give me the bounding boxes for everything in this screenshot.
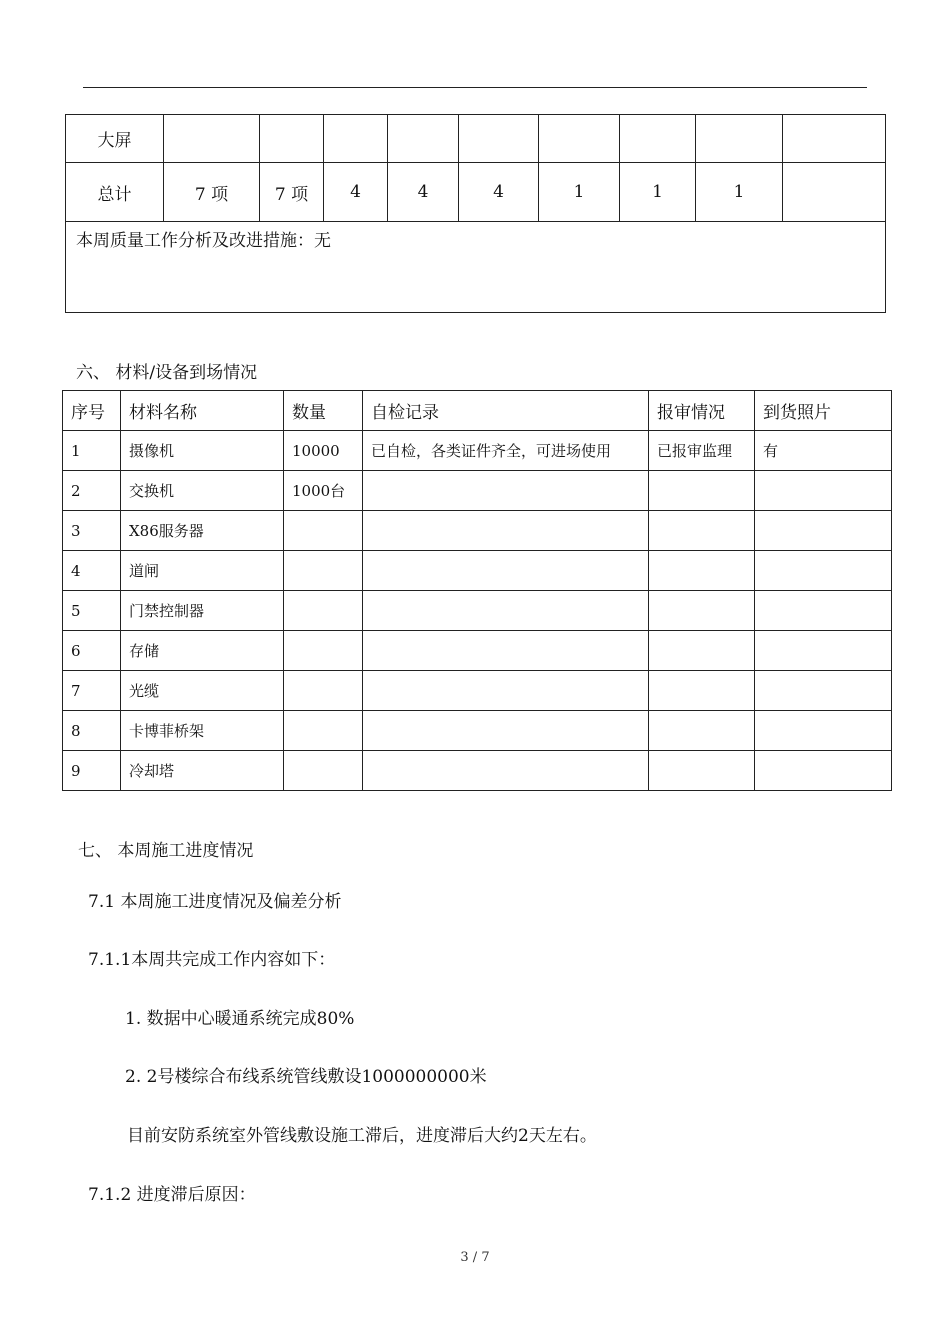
quality-analysis: 本周质量工作分析及改进措施：无	[66, 222, 886, 313]
materials-cell: 道闸	[121, 551, 284, 591]
materials-cell: 1	[63, 431, 121, 471]
materials-cell	[284, 551, 363, 591]
materials-cell	[755, 471, 892, 511]
materials-cell	[363, 511, 649, 551]
cell: 4	[324, 163, 388, 222]
materials-cell: 交换机	[121, 471, 284, 511]
materials-cell	[363, 751, 649, 791]
section7-title: 七、 本周施工进度情况	[78, 841, 254, 861]
cell	[260, 115, 324, 163]
materials-cell	[363, 471, 649, 511]
cell	[459, 115, 539, 163]
materials-cell	[649, 671, 755, 711]
cell	[783, 163, 886, 222]
materials-cell: 有	[755, 431, 892, 471]
materials-cell	[649, 711, 755, 751]
materials-cell	[755, 511, 892, 551]
subsection-7-1-1: 7.1.1本周共完成工作内容如下：	[88, 950, 336, 970]
cell: 4	[459, 163, 539, 222]
materials-cell: 1000台	[284, 471, 363, 511]
header-cell: 材料名称	[121, 391, 284, 431]
subsection-7-1: 7.1 本周施工进度情况及偏差分析	[88, 892, 342, 912]
work-item-1: 1. 数据中心暖通系统完成80%	[125, 1009, 355, 1029]
materials-cell: 冷却塔	[121, 751, 284, 791]
materials-cell: 已自检，各类证件齐全，可进场使用	[363, 431, 649, 471]
materials-cell: 5	[63, 591, 121, 631]
materials-cell	[649, 631, 755, 671]
header-cell: 到货照片	[755, 391, 892, 431]
materials-cell	[755, 591, 892, 631]
materials-cell: 9	[63, 751, 121, 791]
materials-cell: X86服务器	[121, 511, 284, 551]
materials-row	[63, 631, 892, 671]
materials-body	[63, 431, 892, 791]
materials-cell: 10000	[284, 431, 363, 471]
cell	[539, 115, 620, 163]
quality-row-total	[66, 163, 886, 222]
materials-cell	[284, 751, 363, 791]
subsection-7-1-2: 7.1.2 进度滞后原因：	[88, 1185, 256, 1205]
header-rule	[83, 87, 867, 88]
cell	[783, 115, 886, 163]
materials-cell: 7	[63, 671, 121, 711]
materials-row	[63, 711, 892, 751]
materials-header-row	[63, 391, 892, 431]
materials-cell	[649, 751, 755, 791]
header-cell: 序号	[63, 391, 121, 431]
cell: 1	[620, 163, 696, 222]
materials-cell: 已报审监理	[649, 431, 755, 471]
page-number: 3 / 7	[460, 1250, 490, 1265]
materials-cell	[363, 591, 649, 631]
quality-row-dapingmu	[66, 115, 886, 163]
materials-row	[63, 511, 892, 551]
cell	[324, 115, 388, 163]
materials-cell	[363, 671, 649, 711]
materials-row	[63, 551, 892, 591]
materials-cell: 卡博菲桥架	[121, 711, 284, 751]
materials-cell	[649, 551, 755, 591]
cell: 1	[696, 163, 783, 222]
materials-cell: 门禁控制器	[121, 591, 284, 631]
section6-title: 六、 材料/设备到场情况	[76, 363, 258, 383]
materials-cell: 摄像机	[121, 431, 284, 471]
materials-cell	[284, 671, 363, 711]
materials-row	[63, 591, 892, 631]
materials-cell	[755, 751, 892, 791]
materials-cell	[755, 671, 892, 711]
header-cell: 报审情况	[649, 391, 755, 431]
materials-cell: 存储	[121, 631, 284, 671]
materials-table	[62, 390, 892, 791]
header-cell: 数量	[284, 391, 363, 431]
materials-row	[63, 751, 892, 791]
quality-table	[65, 114, 886, 313]
materials-cell	[649, 511, 755, 551]
materials-cell	[649, 591, 755, 631]
materials-row	[63, 431, 892, 471]
header-cell: 自检记录	[363, 391, 649, 431]
materials-cell	[755, 711, 892, 751]
materials-cell	[755, 631, 892, 671]
cell: 7 项	[164, 163, 260, 222]
materials-cell: 2	[63, 471, 121, 511]
materials-cell: 3	[63, 511, 121, 551]
materials-row	[63, 471, 892, 511]
cell: 4	[388, 163, 459, 222]
cell	[620, 115, 696, 163]
materials-cell	[649, 471, 755, 511]
cell	[388, 115, 459, 163]
work-item-2: 2. 2号楼综合布线系统管线敷设1000000000米	[125, 1067, 487, 1087]
materials-cell: 4	[63, 551, 121, 591]
quality-analysis-row	[66, 222, 886, 313]
row-label: 大屏	[66, 115, 164, 163]
materials-cell: 8	[63, 711, 121, 751]
materials-cell	[755, 551, 892, 591]
materials-cell	[284, 711, 363, 751]
materials-cell	[363, 631, 649, 671]
materials-row	[63, 671, 892, 711]
cell: 1	[539, 163, 620, 222]
materials-cell	[284, 631, 363, 671]
materials-cell: 6	[63, 631, 121, 671]
materials-cell: 光缆	[121, 671, 284, 711]
materials-cell	[363, 551, 649, 591]
row-label: 总计	[66, 163, 164, 222]
materials-cell	[363, 711, 649, 751]
materials-cell	[284, 511, 363, 551]
cell: 7 项	[260, 163, 324, 222]
cell	[696, 115, 783, 163]
delay-note: 目前安防系统室外管线敷设施工滞后，进度滞后大约2天左右。	[127, 1126, 597, 1146]
cell	[164, 115, 260, 163]
materials-cell	[284, 591, 363, 631]
